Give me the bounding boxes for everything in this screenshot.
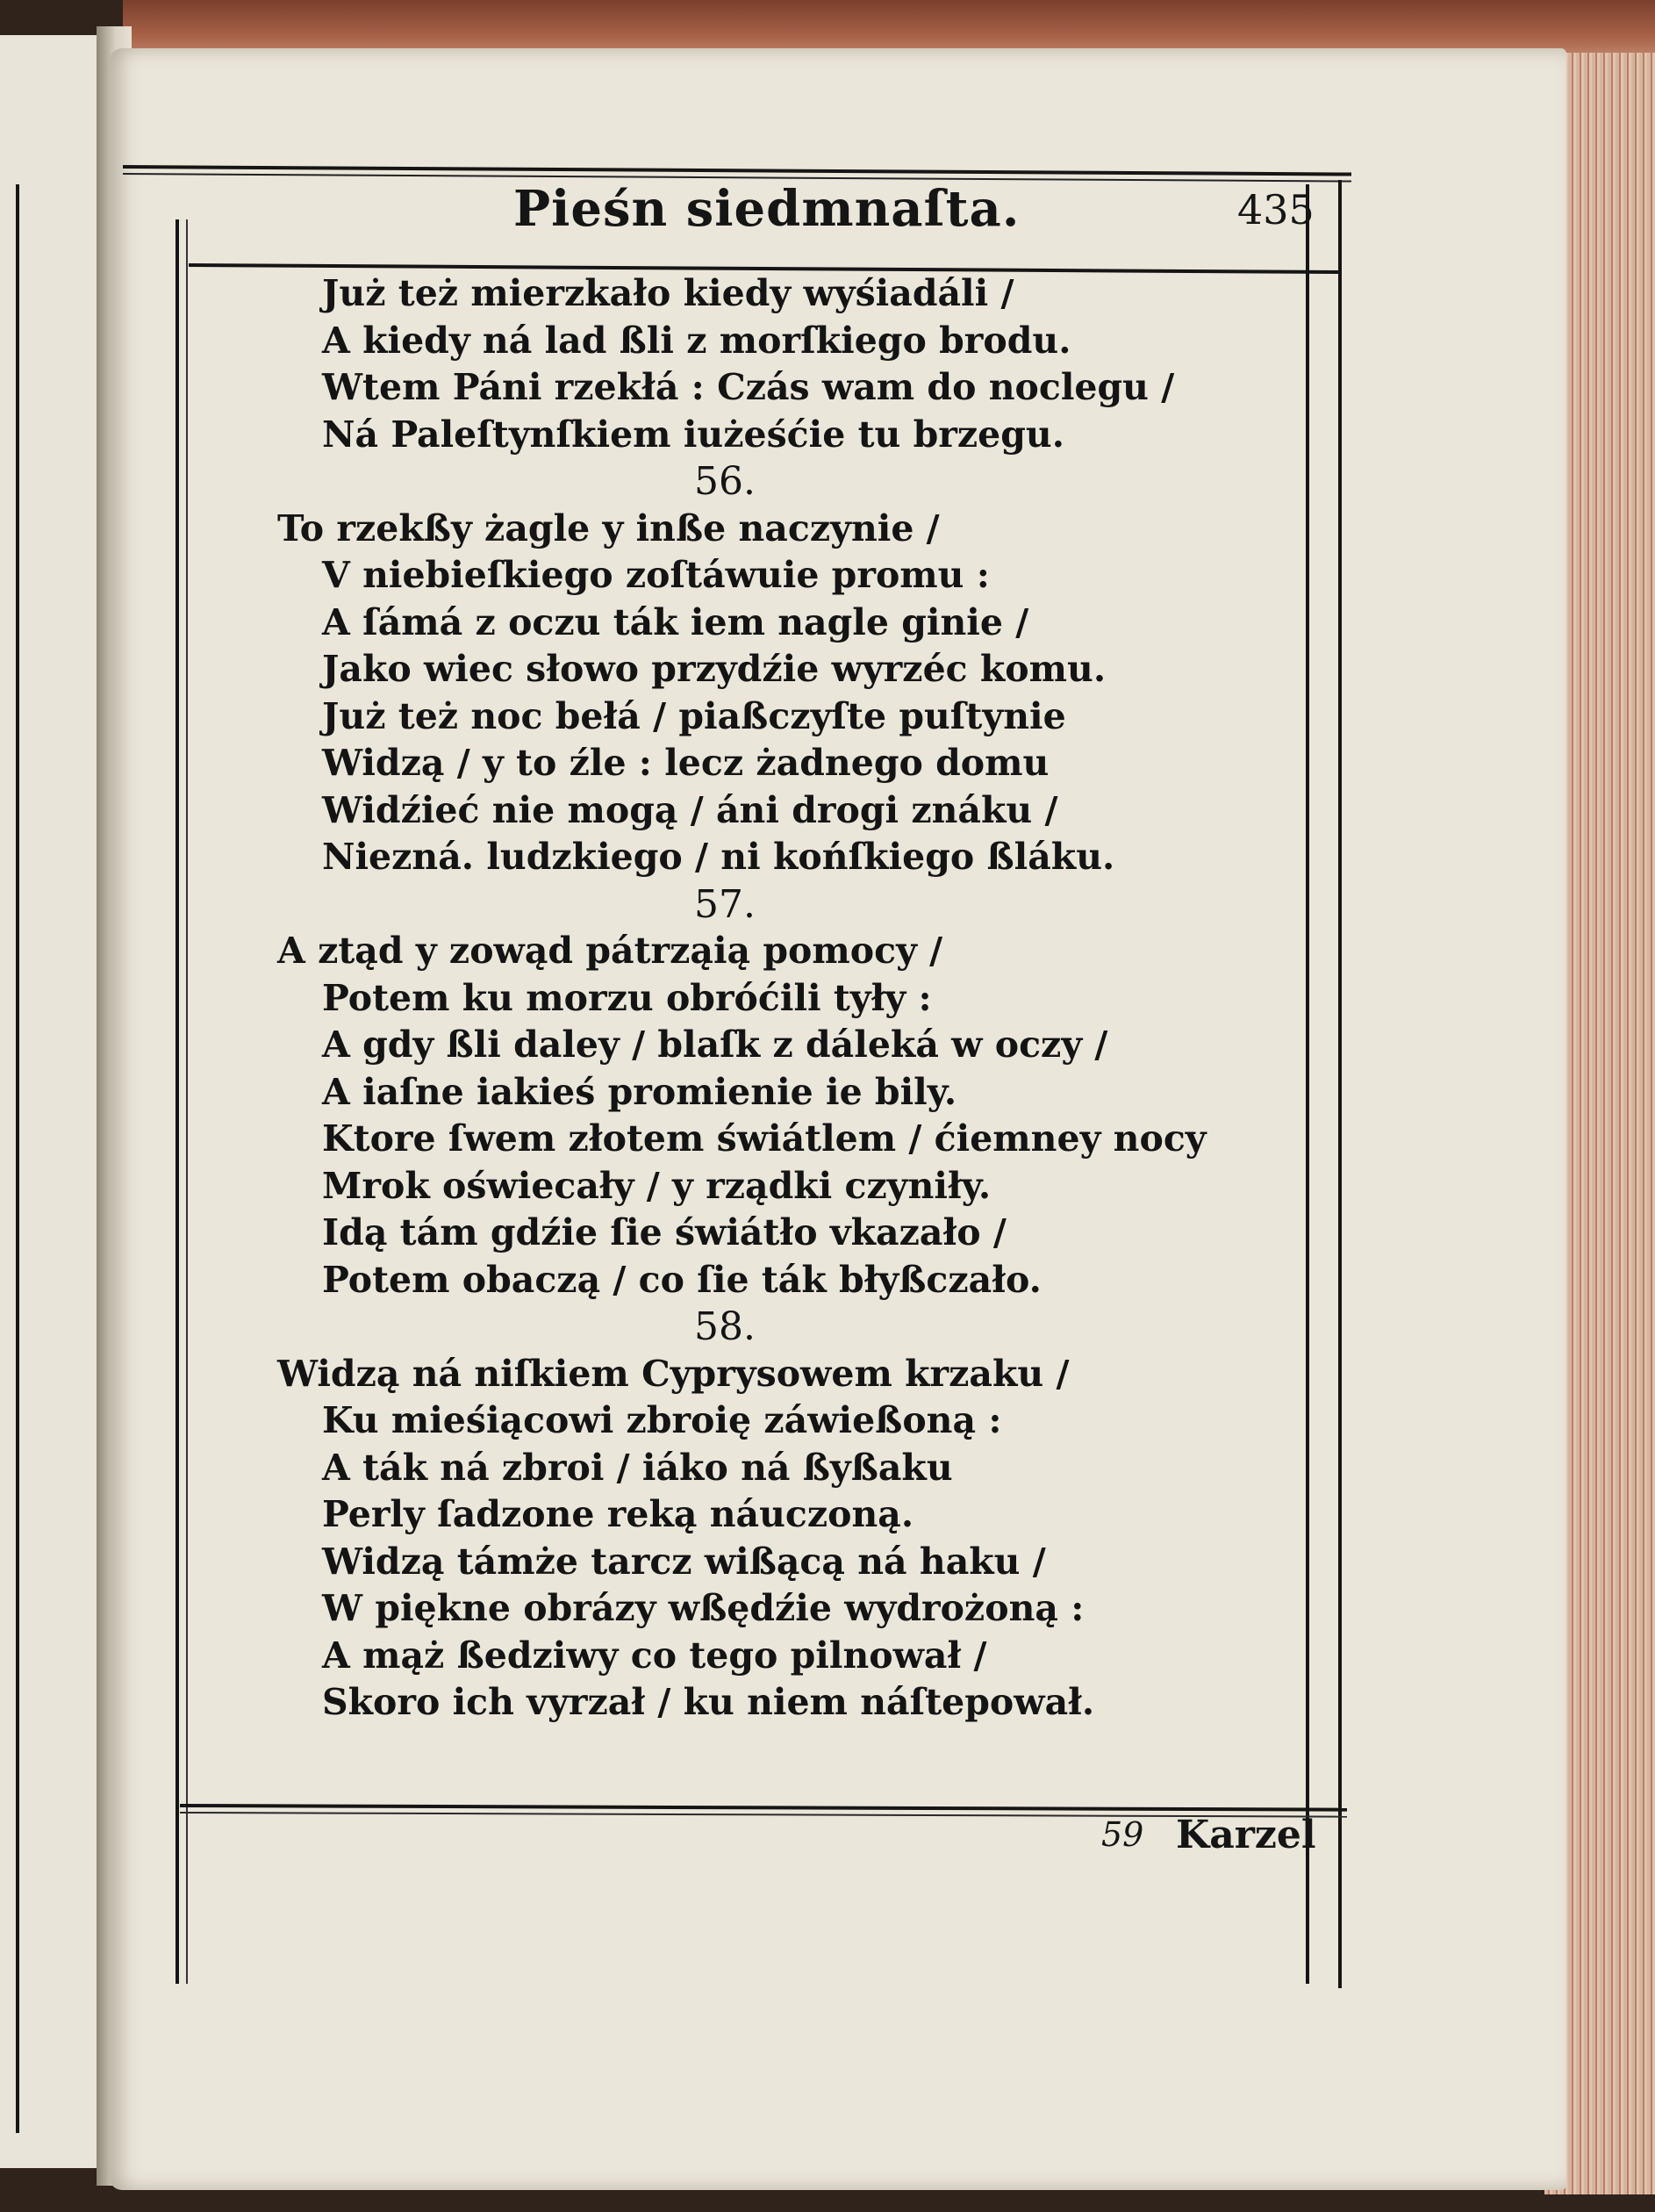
verse-line: V niebieſkiego zoſtáwuie promu : bbox=[322, 554, 990, 596]
facing-page-rule bbox=[16, 184, 19, 2133]
page-number: 435 bbox=[1237, 186, 1315, 233]
verse-line: Widzą ná niſkiem Cyprysowem krzaku / bbox=[277, 1352, 1070, 1395]
verse-text-block bbox=[277, 270, 1260, 1727]
verse-line: Niezná. ludzkiego / ni końſkiego ßláku. bbox=[322, 836, 1115, 878]
signature-mark: 59 bbox=[1101, 1815, 1144, 1854]
verse-line: W piękne obrázy wßędźie wydrożoną : bbox=[322, 1587, 1085, 1629]
stanza-number bbox=[277, 458, 1260, 506]
facing-page-left bbox=[0, 35, 108, 2168]
verse-line: A ztąd y zowąd pátrząią pomocy / bbox=[277, 930, 943, 972]
verse-line: Idą tám gdźie ſie świátło vkazało / bbox=[322, 1211, 1007, 1253]
verse-line: Już też noc bełá / piaßczyſte puſtynie bbox=[322, 694, 1066, 737]
stanza-number bbox=[277, 881, 1260, 929]
verse-line: Mrok oświecały / y rządki czyniły. bbox=[322, 1164, 992, 1207]
catchword: Karzel bbox=[1176, 1813, 1316, 1857]
verse-line: Jako wiec słowo przydźie wyrzéc komu. bbox=[322, 648, 1107, 690]
verse-line: Skoro ich vyrzał / ku niem náſtepował. bbox=[322, 1681, 1095, 1723]
verse-line: Widźieć nie mogą / áni drogi znáku / bbox=[322, 788, 1058, 831]
verse-line: A iaſne iakieś promienie ie bily. bbox=[322, 1070, 957, 1113]
verse-line: Ná Paleſtynſkiem iużeśćie tu brzegu. bbox=[322, 413, 1064, 456]
verse-line: A kiedy ná lad ßli z morſkiego brodu. bbox=[322, 319, 1071, 362]
verse-line: Potem obaczą / co ſie ták błyßczało. bbox=[322, 1258, 1042, 1301]
verse-line: Ktore ſwem złotem świátlem / ćiemney nocy bbox=[322, 1117, 1207, 1160]
frame-rule-left-inner bbox=[186, 219, 188, 1984]
verse-line: A mąż ßedziwy co tego pilnował / bbox=[322, 1634, 987, 1677]
verse-line: A gdy ßli daley / blaſk z dáleká w oczy / bbox=[322, 1023, 1108, 1066]
verse-line: A ſámá z oczu ták iem nagle ginie / bbox=[322, 600, 1029, 643]
stanza-number-text: 56. bbox=[694, 459, 756, 504]
verse-line: Wtem Páni rzekłá : Czás wam do noclegu / bbox=[322, 366, 1175, 408]
frame-rule-right bbox=[1338, 180, 1342, 1988]
verse-line: Perly ſadzone reką náuczoną. bbox=[322, 1493, 914, 1535]
verse-line: A ták ná zbroi / iáko ná ßyßaku bbox=[322, 1446, 953, 1489]
frame-rule-right-inner bbox=[1306, 184, 1309, 1984]
verse-line: Potem ku morzu obróćili tyły : bbox=[322, 976, 932, 1019]
stanza-number-text: 58. bbox=[694, 1304, 756, 1349]
stanza-number bbox=[277, 1304, 1260, 1351]
verse-line: To rzekßy żagle y inße naczynie / bbox=[277, 506, 940, 549]
verse-line: Widzą / y to źle : lecz żadnego domu bbox=[322, 742, 1050, 784]
frame-rule-left bbox=[176, 219, 179, 1984]
running-title: Pieśn siedmnaſta. bbox=[513, 180, 1021, 238]
stanza-number-text: 57. bbox=[694, 881, 756, 927]
verse-line: Już też mierzkało kiedy wyśiadáli / bbox=[322, 272, 1014, 314]
verse-line: Ku mieśiącowi zbroię záwießoną : bbox=[322, 1399, 1002, 1441]
verse-line: Widzą támże tarcz wißącą ná haku / bbox=[322, 1540, 1046, 1583]
